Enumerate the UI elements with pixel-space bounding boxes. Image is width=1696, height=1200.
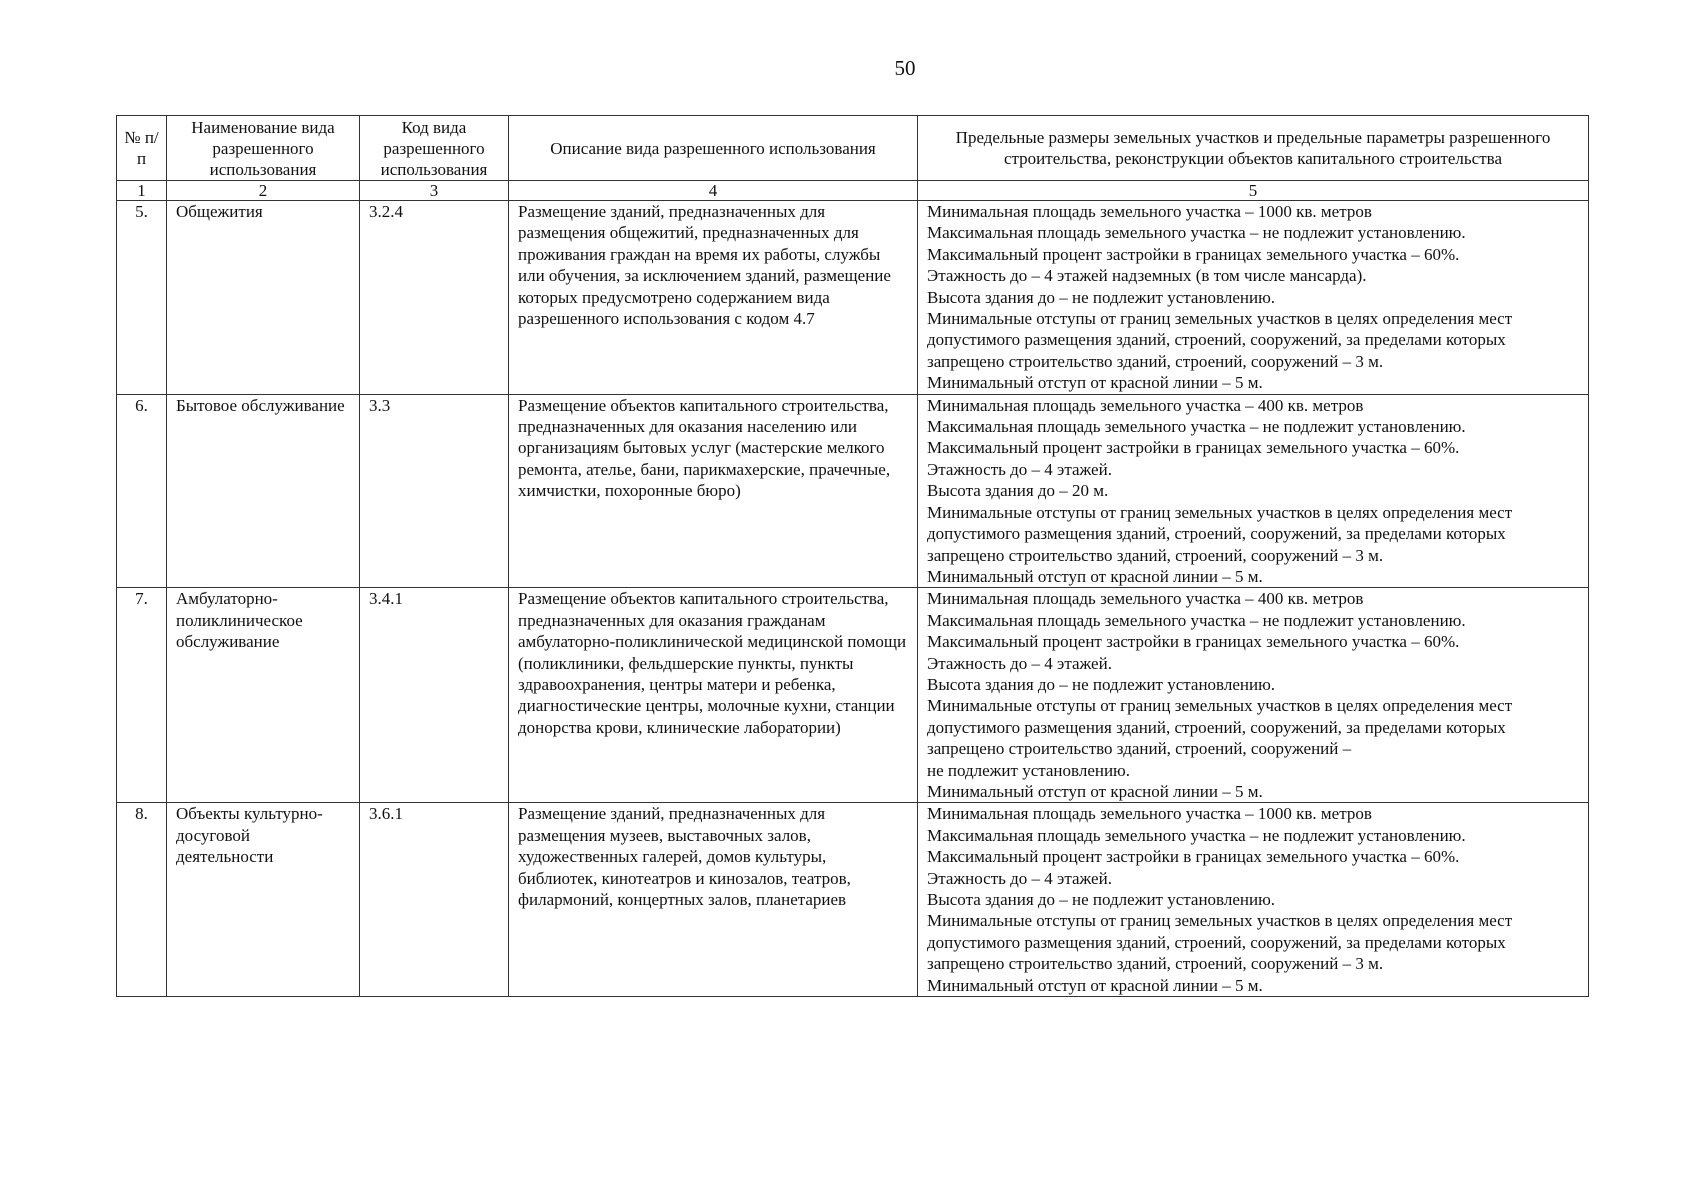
limit-line: Максимальный процент застройки в границах земельного участка – 60%. bbox=[927, 632, 1460, 652]
use-limits bbox=[918, 394, 1589, 588]
limit-line: не подлежит установлению. bbox=[927, 760, 1131, 780]
use-name: Бытовое обслуживание bbox=[167, 394, 360, 588]
limit-line: Минимальные отступы от границ земельных участков в целях определения мест допустимого размещения зданий, строений, сооружений, за пределами которых запрещено строительство зданий, строений, сооружений – 3 м. bbox=[927, 911, 1513, 974]
limit-line: Минимальная площадь земельного участка – 1000 кв. метров bbox=[927, 804, 1372, 824]
limit-line: Минимальная площадь земельного участка – 400 кв. метров bbox=[927, 395, 1364, 415]
limit-line: Минимальный отступ от красной линии – 5 м. bbox=[927, 781, 1263, 801]
use-limits bbox=[918, 201, 1589, 395]
use-code: 3.2.4 bbox=[360, 201, 509, 395]
row-number: 7. bbox=[117, 588, 167, 803]
use-description: Размещение объектов капитального строительства, предназначенных для оказания гражданам амбулаторно-поликлинической медицинской помощи (поликлиники, фельдшерские пункты, пункты здравоохранения, центры матери и ребенка, диагностические центры, молочные кухни, станции донорства крови, клинические лаборатории) bbox=[509, 588, 918, 803]
use-code: 3.6.1 bbox=[360, 803, 509, 997]
use-description: Размещение объектов капитального строительства, предназначенных для оказания населению или организациям бытовых услуг (мастерские мелкого ремонта, ателье, бани, парикмахерские, прачечные, химчистки, похоронные бюро) bbox=[509, 394, 918, 588]
header-limits: Предельные размеры земельных участков и предельные параметры разрешенного строительства, реконструкции объектов капитального строительства bbox=[918, 116, 1589, 181]
use-limits bbox=[918, 588, 1589, 803]
limit-line: Этажность до – 4 этажей. bbox=[927, 653, 1112, 673]
limit-line: Минимальный отступ от красной линии – 5 м. bbox=[927, 975, 1263, 995]
use-code: 3.4.1 bbox=[360, 588, 509, 803]
use-name: Объекты культурно-досуговой деятельности bbox=[167, 803, 360, 997]
limit-line: Максимальный процент застройки в границах земельного участка – 60%. bbox=[927, 438, 1460, 458]
use-description: Размещение зданий, предназначенных для размещения общежитий, предназначенных для проживания граждан на время их работы, службы или обучения, за исключением зданий, размещение которых предусмотрено содержанием вида разрешенного использования с кодом 4.7 bbox=[509, 201, 918, 395]
column-number: 1 bbox=[117, 181, 167, 201]
header-use-code: Код вида разрешенного использования bbox=[360, 116, 509, 181]
limit-line: Этажность до – 4 этажей. bbox=[927, 868, 1112, 888]
limit-line: Минимальные отступы от границ земельных участков в целях определения мест допустимого размещения зданий, строений, сооружений, за пределами которых запрещено строительство зданий, строений, сооружений – 3 м. bbox=[927, 309, 1513, 371]
table-row bbox=[117, 394, 1589, 588]
limit-line: Минимальный отступ от красной линии – 5 м. bbox=[927, 373, 1263, 393]
limit-line: Минимальная площадь земельного участка – 1000 кв. метров bbox=[927, 202, 1372, 221]
use-code: 3.3 bbox=[360, 394, 509, 588]
use-name: Амбулаторно-поликлиническое обслуживание bbox=[167, 588, 360, 803]
column-number: 4 bbox=[509, 181, 918, 201]
row-number: 5. bbox=[117, 201, 167, 395]
table-row bbox=[117, 201, 1589, 395]
row-number: 8. bbox=[117, 803, 167, 997]
limit-line: Максимальная площадь земельного участка – не подлежит установлению. bbox=[927, 417, 1466, 437]
column-number: 3 bbox=[360, 181, 509, 201]
limit-line: Высота здания до – не подлежит установлению. bbox=[927, 890, 1276, 909]
header-use-description: Описание вида разрешенного использования bbox=[509, 116, 918, 181]
limit-line: Этажность до – 4 этажей надземных (в том числе мансарда). bbox=[927, 266, 1367, 286]
table-header-row bbox=[117, 116, 1589, 181]
limit-line: Максимальный процент застройки в границах земельного участка – 60%. bbox=[927, 847, 1460, 867]
limit-line: Высота здания до – 20 м. bbox=[927, 481, 1109, 501]
header-use-name: Наименование вида разрешенного использования bbox=[167, 116, 360, 181]
column-number: 2 bbox=[167, 181, 360, 201]
limit-line: Минимальный отступ от красной линии – 5 м. bbox=[927, 566, 1263, 586]
limit-line: Высота здания до – не подлежит установлению. bbox=[927, 674, 1276, 694]
limit-line: Минимальная площадь земельного участка – 400 кв. метров bbox=[927, 589, 1364, 609]
land-use-table bbox=[116, 115, 1589, 997]
header-number: № п/п bbox=[117, 116, 167, 181]
table-row bbox=[117, 803, 1589, 997]
use-description: Размещение зданий, предназначенных для размещения музеев, выставочных залов, художественных галерей, домов культуры, библиотек, кинотеатров и кинозалов, театров, филармоний, концертных залов, планетариев bbox=[509, 803, 918, 997]
column-number-row bbox=[117, 181, 1589, 201]
page-number: 50 bbox=[894, 56, 916, 80]
row-number: 6. bbox=[117, 394, 167, 588]
limit-line: Максимальная площадь земельного участка – не подлежит установлению. bbox=[927, 825, 1466, 845]
limit-line: Максимальная площадь земельного участка – не подлежит установлению. bbox=[927, 610, 1466, 630]
column-number: 5 bbox=[918, 181, 1589, 201]
limit-line: Высота здания до – не подлежит установлению. bbox=[927, 287, 1276, 307]
limit-line: Максимальный процент застройки в границах земельного участка – 60%. bbox=[927, 244, 1460, 264]
limit-line: Минимальные отступы от границ земельных участков в целях определения мест допустимого размещения зданий, строений, сооружений, за пределами которых запрещено строительство зданий, строений, сооружений – bbox=[927, 696, 1513, 759]
limit-line: Максимальная площадь земельного участка – не подлежит установлению. bbox=[927, 223, 1466, 243]
table-row bbox=[117, 588, 1589, 803]
use-limits bbox=[918, 803, 1589, 997]
use-name: Общежития bbox=[167, 201, 360, 395]
limit-line: Минимальные отступы от границ земельных участков в целях определения мест допустимого размещения зданий, строений, сооружений, за пределами которых запрещено строительство зданий, строений, сооружений – 3 м. bbox=[927, 502, 1513, 565]
limit-line: Этажность до – 4 этажей. bbox=[927, 459, 1112, 479]
